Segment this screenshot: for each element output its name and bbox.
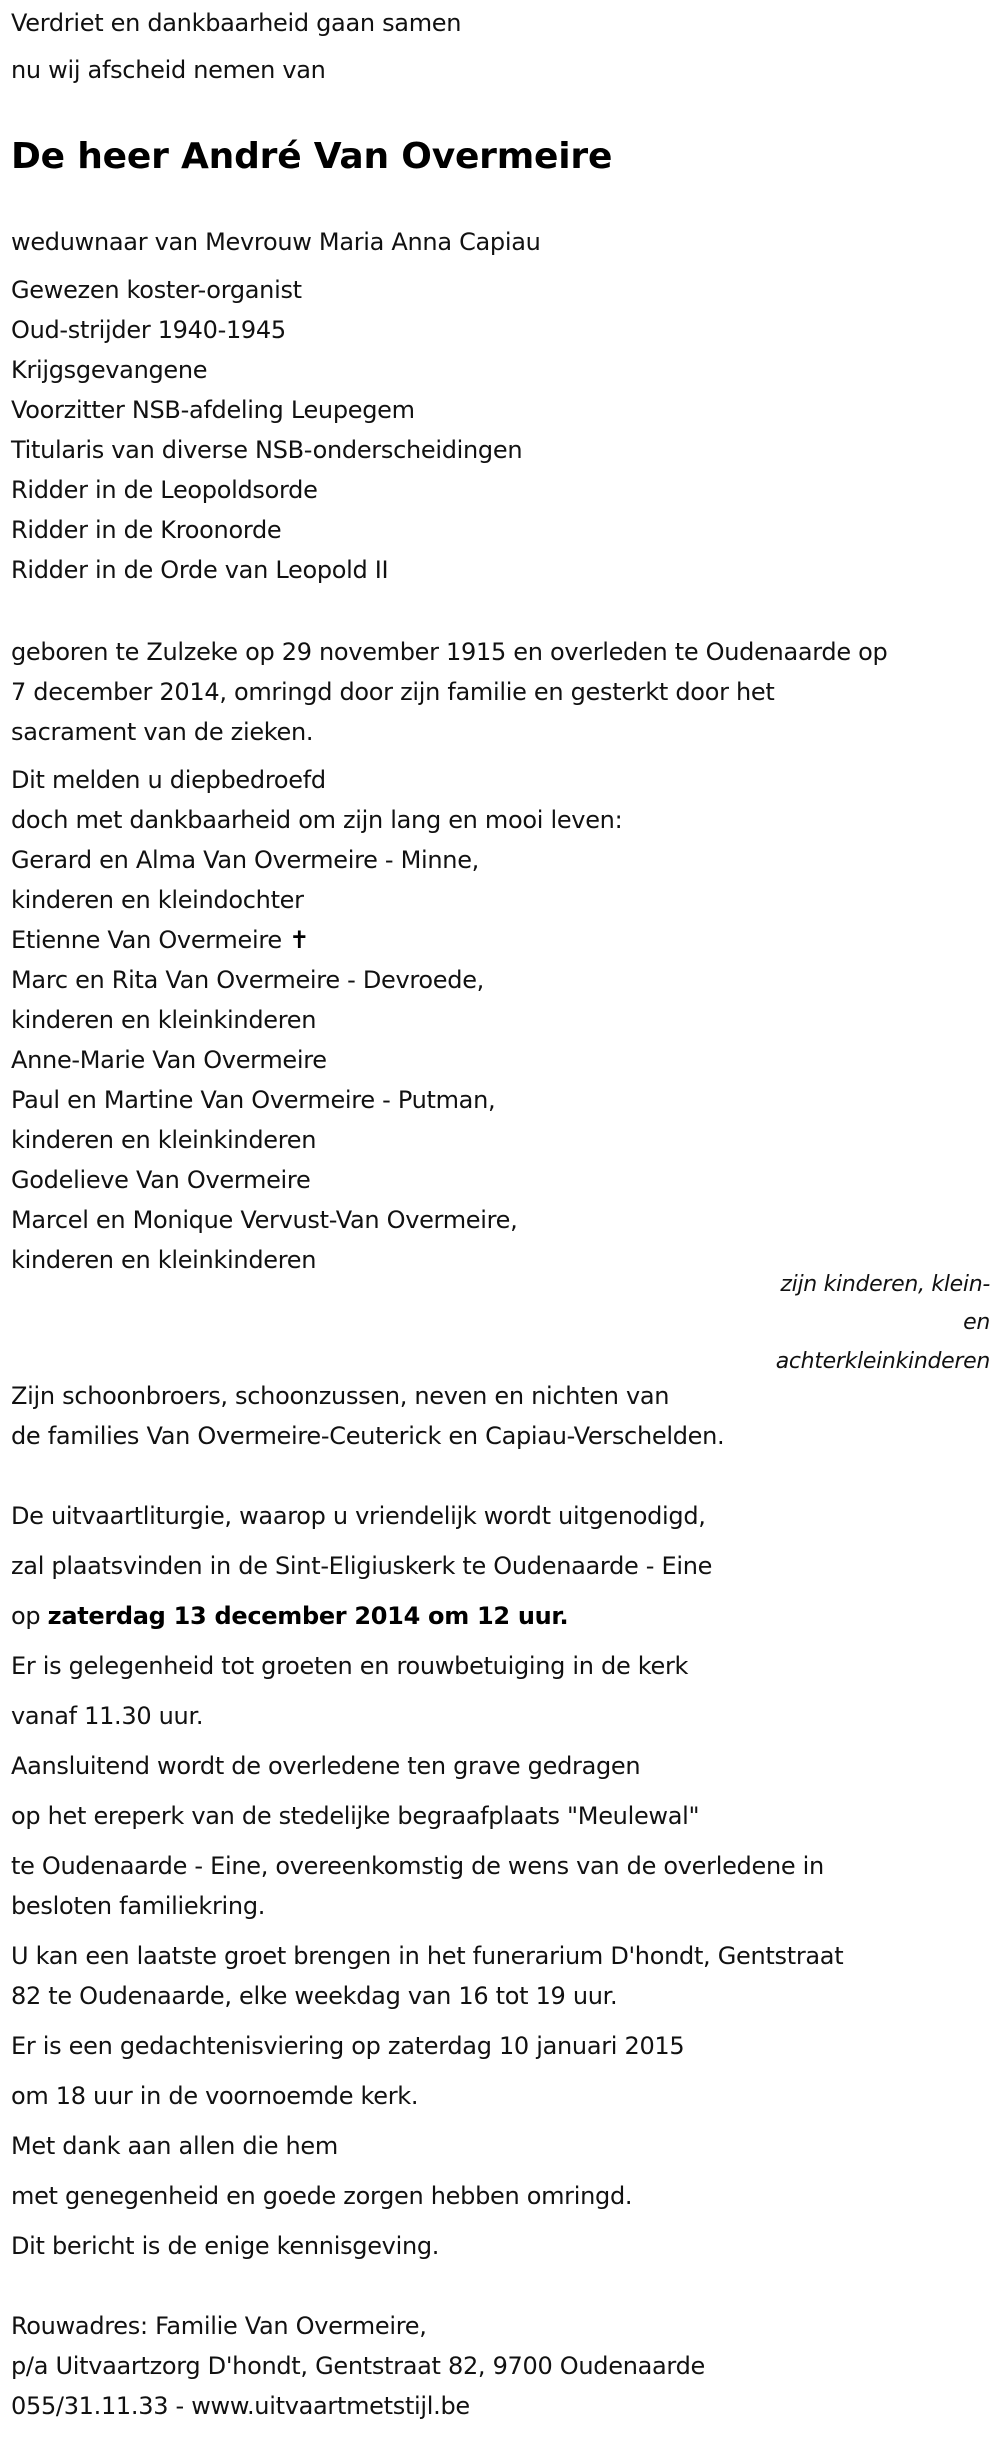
family-member: Godelieve Van Overmeire	[11, 1166, 311, 1194]
condolence-line: Er is gelegenheid tot groeten en rouwbetuiging in de kerk	[11, 1652, 689, 1680]
thanks-line: Met dank aan allen die hem	[11, 2132, 338, 2160]
grandchildren-summary-line: achterkleinkinderen	[775, 1349, 990, 1374]
funeral-line: zal plaatsvinden in de Sint-Eligiuskerk te Oudenaarde - Eine	[11, 1552, 713, 1580]
funeral-date-line	[11, 1601, 568, 1631]
title-line: Titularis van diverse NSB-onderscheidingen	[11, 436, 523, 464]
contact-line: 055/31.11.33 - www.uitvaartmetstijl.be	[11, 2392, 470, 2420]
funeral-line: De uitvaartliturgie, waarop u vriendelijk wordt uitgenodigd,	[11, 1502, 706, 1530]
title-line: Oud-strijder 1940-1945	[11, 316, 286, 344]
funeral-date: zaterdag 13 december 2014 om 12 uur.	[47, 1602, 569, 1630]
family-member: Marc en Rita Van Overmeire - Devroede,	[11, 966, 484, 994]
family-member: Paul en Martine Van Overmeire - Putman,	[11, 1086, 496, 1114]
visit-line: 82 te Oudenaarde, elke weekdag van 16 tot 19 uur.	[11, 1982, 618, 2010]
birth-death-line: geboren te Zulzeke op 29 november 1915 en overleden te Oudenaarde op	[11, 638, 888, 666]
extended-family-line: Zijn schoonbroers, schoonzussen, neven en nichten van	[11, 1382, 670, 1410]
funeral-date-prefix: op	[11, 1602, 48, 1630]
grandchildren-summary-line: en	[963, 1310, 990, 1335]
family-member: Anne-Marie Van Overmeire	[11, 1046, 327, 1074]
title-line: Voorzitter NSB-afdeling Leupegem	[11, 396, 415, 424]
deceased-name: De heer André Van Overmeire	[11, 136, 613, 177]
memorial-line: Er is een gedachtenisviering op zaterdag 10 januari 2015	[11, 2032, 685, 2060]
birth-death-line: sacrament van de zieken.	[11, 718, 314, 746]
family-member: kinderen en kleinkinderen	[11, 1006, 317, 1034]
burial-line: op het ereperk van de stedelijke begraafplaats "Meulewal"	[11, 1802, 700, 1830]
title-line: Ridder in de Kroonorde	[11, 516, 282, 544]
family-member: kinderen en kleinkinderen	[11, 1246, 317, 1274]
family-intro-line: Dit melden u diepbedroefd	[11, 766, 326, 794]
thanks-line: met genegenheid en goede zorgen hebben omringd.	[11, 2182, 633, 2210]
condolence-time: vanaf 11.30 uur.	[11, 1702, 204, 1730]
address-line: Rouwadres: Familie Van Overmeire,	[11, 2312, 427, 2340]
address-line: p/a Uitvaartzorg D'hondt, Gentstraat 82, 9700 Oudenaarde	[11, 2352, 705, 2380]
burial-line: besloten familiekring.	[11, 1892, 266, 1920]
extended-family-line: de families Van Overmeire-Ceuterick en Capiau-Verschelden.	[11, 1422, 725, 1450]
family-member: kinderen en kleinkinderen	[11, 1126, 317, 1154]
title-line: Gewezen koster-organist	[11, 276, 302, 304]
family-intro-line: doch met dankbaarheid om zijn lang en mooi leven:	[11, 806, 623, 834]
family-member: kinderen en kleindochter	[11, 886, 304, 914]
memorial-line: om 18 uur in de voornoemde kerk.	[11, 2082, 419, 2110]
notice-line: Dit bericht is de enige kennisgeving.	[11, 2232, 440, 2260]
intro-line-1: Verdriet en dankbaarheid gaan samen	[11, 9, 462, 37]
family-member: Marcel en Monique Vervust-Van Overmeire,	[11, 1206, 518, 1234]
title-line: Ridder in de Leopoldsorde	[11, 476, 318, 504]
spouse-line: weduwnaar van Mevrouw Maria Anna Capiau	[11, 228, 541, 256]
burial-line: Aansluitend wordt de overledene ten grave gedragen	[11, 1752, 641, 1780]
family-member-deceased	[11, 925, 309, 955]
grandchildren-summary-line: zijn kinderen, klein-	[780, 1272, 990, 1297]
burial-line: te Oudenaarde - Eine, overeenkomstig de wens van de overledene in	[11, 1852, 824, 1880]
visit-line: U kan een laatste groet brengen in het funerarium D'hondt, Gentstraat	[11, 1942, 844, 1970]
birth-death-line: 7 december 2014, omringd door zijn familie en gesterkt door het	[11, 678, 775, 706]
family-member-name: Etienne Van Overmeire	[11, 926, 282, 954]
title-line: Krijgsgevangene	[11, 356, 208, 384]
title-line: Ridder in de Orde van Leopold II	[11, 556, 389, 584]
cross-icon: ✝	[289, 926, 310, 954]
intro-line-2: nu wij afscheid nemen van	[11, 56, 326, 84]
family-member: Gerard en Alma Van Overmeire - Minne,	[11, 846, 479, 874]
